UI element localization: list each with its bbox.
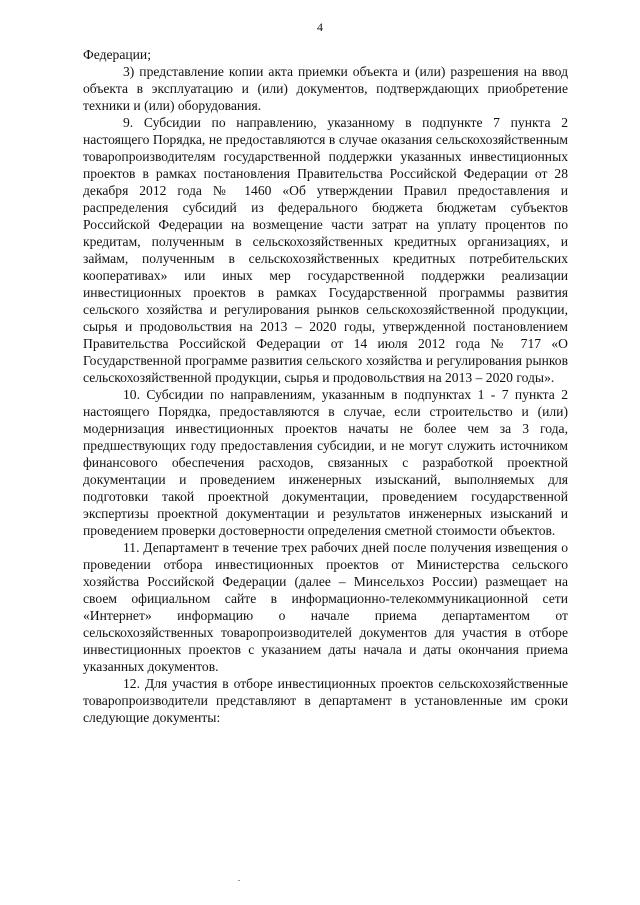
document-body (83, 46, 568, 726)
paragraph-item-3: 3) представление копии акта приемки объекта и (или) разрешения на ввод объекта в эксплуатацию и (или) документов, подтверждающих приобретение техники и (или) оборудования. (83, 64, 568, 113)
paragraph-9: 9. Субсидии по направлению, указанному в подпункте 7 пункта 2 настоящего Порядка, не предоставляются в случае оказания сельскохозяйственным товаропроизводителям государственной поддержки указанных инвестиционных проектов в рамках постановления Правительства Российской Федерации от 28 декабря 2012 года № 1460 «Об утверждении Правил предоставления и распределения субсидий из федерального бюджета бюджетам субъектов Российской Федерации на возмещение части затрат на уплату процентов по кредитам, полученным в сельскохозяйственных кредитных организациях, и займам, полученным в сельскохозяйственных кредитных потребительских кооперативах» или иных мер государственной поддержки реализации инвестиционных проектов в рамках Государственной программы развития сельского хозяйства и регулирования рынков сельскохозяйственной продукции, сырья и продовольствия на 2013 – 2020 годы, утвержденной постановлением Правительства Российской Федерации от 14 июля 2012 года № 717 «О Государственной программе развития сельского хозяйства и регулирования рынков сельскохозяйственной продукции, сырья и продовольствия на 2013 – 2020 годы». (83, 115, 568, 385)
page-number: 4 (317, 20, 323, 34)
paragraph-federation-end: Федерации; (83, 47, 151, 62)
paragraph-11: 11. Департамент в течение трех рабочих дней после получения извещения о проведении отбора инвестиционных проектов от Министерства сельского хозяйства Российской Федерации (далее – Минсельхоз России) размещает на своем официальном сайте в информационно-телекоммуникационной сети «Интернет» информацию о начале приема департаментом от сельскохозяйственных товаропроизводителей документов для участия в отборе инвестиционных проектов с указанием даты начала и даты окончания приема указанных документов. (83, 540, 568, 674)
scan-speck (238, 880, 240, 881)
paragraph-10: 10. Субсидии по направлениям, указанным в подпунктах 1 - 7 пункта 2 настоящего Порядка, предоставляются в случае, если строительство и (или) модернизация инвестиционных проектов начаты не более чем за 3 года, предшествующих году предоставления субсидии, и не могут служить источником финансового обеспечения расходов, связанных с разработкой проектной документации и проведением инженерных изысканий, выполняемых для подготовки такой проектной документации, проведением государственной экспертизы проектной документации и результатов инженерных изысканий и проведением проверки достоверности определения сметной стоимости объектов. (83, 387, 568, 538)
paragraph-12: 12. Для участия в отборе инвестиционных проектов сельскохозяйственные товаропроизводители представляют в департамент в установленные им сроки следующие документы: (83, 676, 568, 725)
